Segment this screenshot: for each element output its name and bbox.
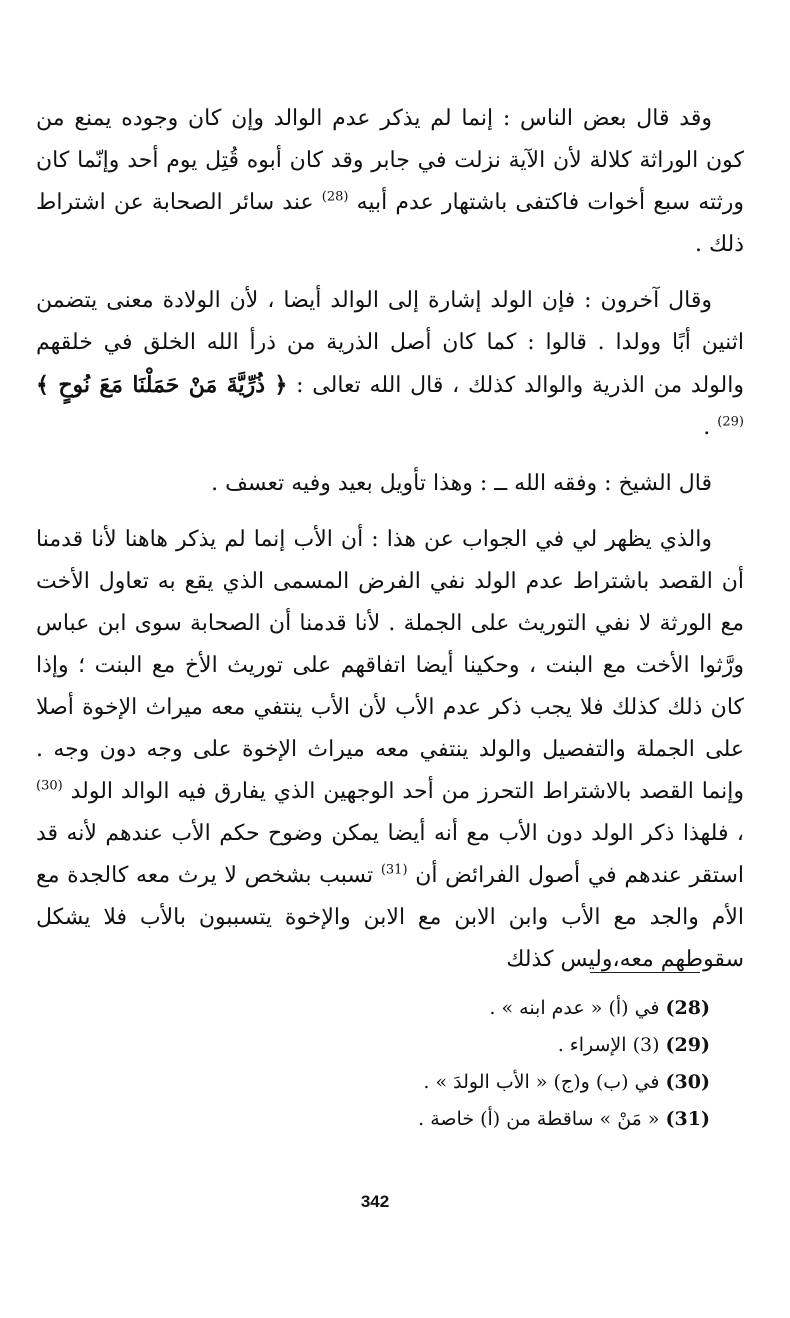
paragraph-2-after: . bbox=[703, 415, 711, 440]
footnote-number: (28) bbox=[665, 997, 710, 1019]
footnote-ref-28[interactable]: (28) bbox=[321, 189, 349, 205]
page-number: 342 bbox=[360, 1192, 390, 1211]
footnote-number: (30) bbox=[665, 1071, 710, 1093]
paragraph-1 bbox=[36, 98, 744, 266]
paragraph-2-text: وقال آخرون : فإن الولد إشارة إلى الوالد أيضا ، لأن الولادة معنى يتضمن اثنين أبًا وولدا . قالوا : كما كان أصل الذرية من ذرأ الله الخلق في خلقهم والولد من الذرية والوالد كذلك ، قال الله تعالى : bbox=[36, 288, 744, 398]
footnote-number: (29) bbox=[665, 1034, 710, 1056]
footnote-ref-29[interactable]: (29) bbox=[717, 414, 744, 430]
footnote-30 bbox=[200, 1064, 710, 1101]
quran-verse: ﴿ ذُرِّيَّةَ مَنْ حَمَلْنَا مَعَ نُوحٍ ﴾ bbox=[36, 372, 288, 398]
footnote-29 bbox=[200, 1027, 710, 1064]
footnote-number: (31) bbox=[665, 1108, 710, 1130]
paragraph-1-after: عند سائر الصحابة عن اشتراط ذلك . bbox=[36, 190, 744, 257]
footnotes bbox=[200, 990, 710, 1138]
paragraph-4-after-2: تسبب بشخص لا يرث معه كالجدة مع الأم والجد مع الأب وابن الابن مع الابن والإخوة يتسببون بالأب فلا يشكل سقوطهم معه،وليس كذلك bbox=[36, 863, 744, 972]
paragraph-4-after: ، فلهذا ذكر الولد دون الأب مع أنه أيضا يمكن وضوح حكم الأب عندهم لأنه قد استقر عندهم في أصول الفرائض أن bbox=[36, 821, 744, 888]
paragraph-4-text: والذي يظهر لي في الجواب عن هذا : أن الأب إنما لم يذكر هاهنا لأنا قدمنا أن القصد باشتراط عدم الولد نفي الفرض المسمى الذي يقع به تعاول الأخت مع الورثة لا نفي التوريث على الجملة . لأنا قدمنا أن الصحابة سوى ابن عباس ورَّثوا الأخت مع البنت ، وحكينا أيضا اتفاقهم على توريث الأخ مع البنت ؛ وإذا كان ذلك كذلك فلا يجب ذكر عدم الأب لأن الأب ينتفي معه ميراث الإخوة أصلا على الجملة والتفصيل والولد ينتفي معه ميراث الإخوة على وجه دون وجه . وإنما القصد بالاشتراط التحرز من أحد الوجهين الذي يفارق فيه الوالد الولد bbox=[36, 527, 744, 804]
paragraph-3-text: قال الشيخ : وفقه الله ــ : وهذا تأويل بعيد وفيه تعسف . bbox=[211, 471, 712, 496]
footnote-text: في (أ) « عدم ابنه » . bbox=[489, 997, 660, 1019]
paragraph-3 bbox=[36, 463, 744, 505]
footnote-text: « مَنْ » ساقطة من (أ) خاصة . bbox=[418, 1108, 660, 1130]
main-text bbox=[36, 98, 744, 981]
paragraph-2 bbox=[36, 280, 744, 449]
footnote-ref-30[interactable]: (30) bbox=[36, 778, 63, 794]
paragraph-1-text: وقد قال بعض الناس : إنما لم يذكر عدم الوالد وإن كان وجوده يمنع من كون الوراثة كلالة لأن الآية نزلت في جابر وقد كان أبوه قُتِل يوم أحد وإنّما كان ورثته سبع أخوات فاكتفى باشتهار عدم أبيه bbox=[36, 106, 744, 215]
footnote-divider bbox=[590, 972, 700, 973]
footnote-ref-31[interactable]: (31) bbox=[380, 862, 408, 878]
footnote-31 bbox=[200, 1101, 710, 1138]
footnote-28 bbox=[200, 990, 710, 1027]
paragraph-4 bbox=[36, 519, 744, 981]
footnote-text: (3) الإسراء . bbox=[557, 1034, 660, 1056]
footnote-text: في (ب) و(ج) « الأب الولدَ » . bbox=[423, 1071, 660, 1093]
